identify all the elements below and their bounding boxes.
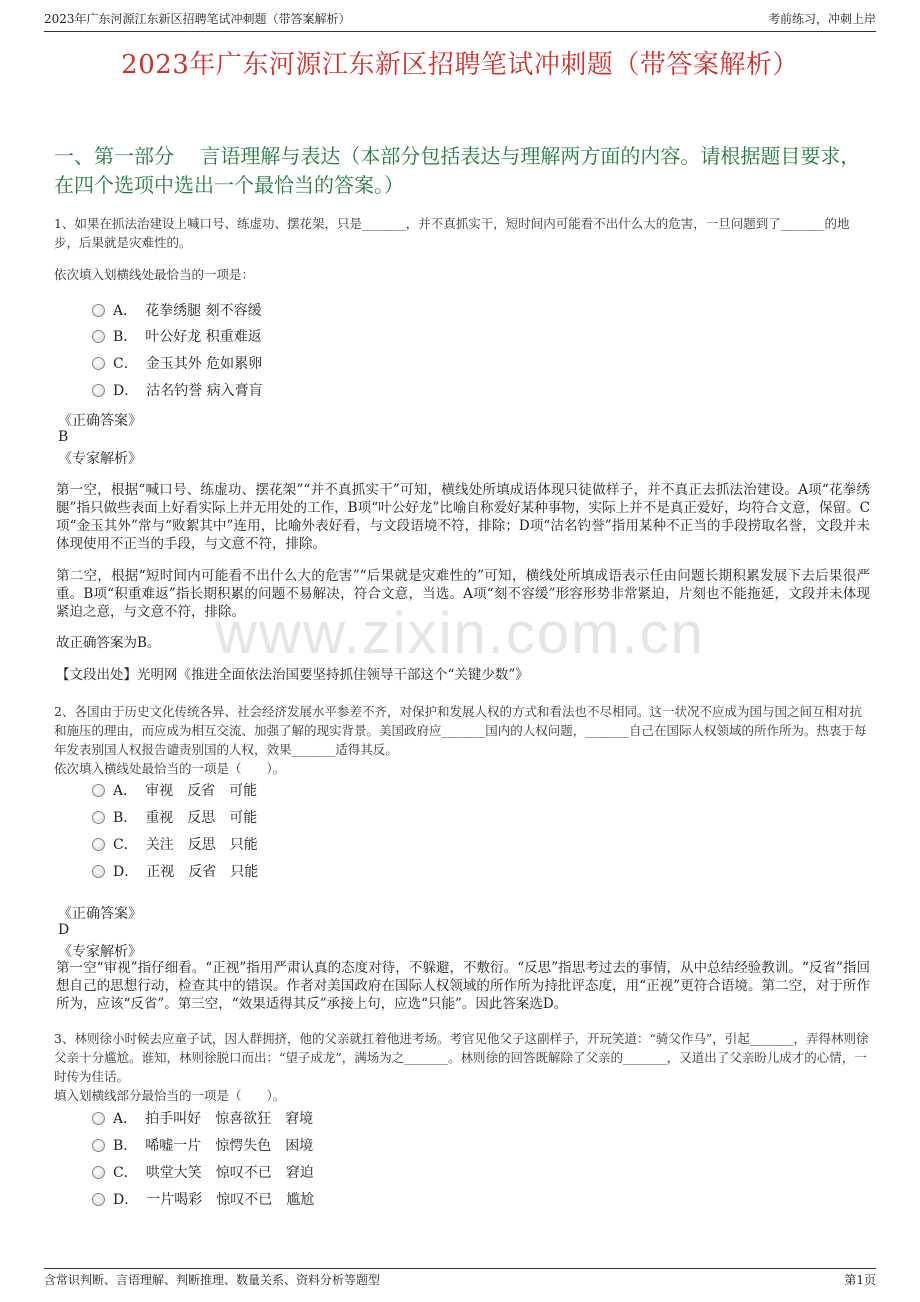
radio-icon[interactable]	[92, 384, 105, 397]
question-3-prompt: 填入划横线部分最恰当的一项是（ ）。	[54, 1088, 286, 1103]
source-citation: 【文段出处】光明网《推进全面依法治国要坚持抓住领导干部这个“关键少数”》	[56, 667, 529, 683]
question-3-option-c[interactable]	[92, 1161, 314, 1183]
analysis-label: 《专家解析》	[58, 451, 142, 467]
radio-icon[interactable]	[92, 330, 105, 343]
radio-icon[interactable]	[92, 1193, 105, 1206]
question-1-option-d[interactable]	[92, 379, 263, 401]
question-1-option-c[interactable]	[92, 352, 262, 374]
answer-value: D	[58, 922, 70, 938]
radio-icon[interactable]	[92, 865, 105, 878]
option-text: 哄堂大笑 惊叹不已 窘迫	[145, 1165, 314, 1181]
option-letter: C．	[113, 356, 138, 372]
option-letter: C．	[113, 1165, 138, 1181]
question-1-option-a[interactable]	[92, 299, 262, 321]
option-letter: A．	[113, 783, 138, 799]
page-number: 第1页	[844, 1273, 876, 1287]
option-letter: D．	[113, 383, 139, 399]
radio-icon[interactable]	[92, 811, 105, 824]
question-3-option-a[interactable]	[92, 1107, 313, 1129]
question-3-option-d[interactable]	[92, 1188, 314, 1210]
option-text: 沽名钓誉 病入膏肓	[146, 383, 263, 399]
option-text: 审视 反省 可能	[145, 783, 258, 799]
footer-description: 含常识判断、言语理解、判断推理、数量关系、资料分析等题型	[44, 1273, 381, 1287]
analysis-label: 《专家解析》	[58, 944, 142, 960]
radio-icon[interactable]	[92, 838, 105, 851]
running-header	[44, 10, 876, 32]
option-text: 叶公好龙 积重难返	[145, 329, 262, 345]
radio-icon[interactable]	[92, 1112, 105, 1125]
option-letter: A．	[113, 1111, 138, 1127]
radio-icon[interactable]	[92, 1166, 105, 1179]
analysis-conclusion: 故正确答案为B。	[56, 635, 161, 651]
question-1-option-b[interactable]	[92, 325, 262, 347]
question-1-stem: 1、如果在抓法治建设上喊口号、练虚功、摆花架，只是_______，并不真抓实干，短时间内可能看不出什么大的危害，一旦问题到了_______的地步，后果就是灾难性的。	[54, 216, 850, 250]
option-letter: B．	[113, 1138, 138, 1154]
option-letter: B．	[113, 810, 138, 826]
option-text: 唏嘘一片 惊愕失色 困境	[145, 1138, 314, 1154]
option-text: 金玉其外 危如累卵	[145, 356, 263, 372]
analysis-paragraph: 第一空“审视”指仔细看。“正视”指用严肃认真的态度对待，不躲避，不敷衍。“反思”指思考过去的事情，从中总结经验教训。“反省”指回想自己的思想行动，检查其中的错误。作者对美国政府在国际人权领域的所作所为持批评态度，用“正视”更符合语境。第二空，对于所作所为，应该“反省”。第三空，“效果适得其反”承接上句，应选“只能”。因此答案选D。	[56, 960, 870, 1012]
question-3-stem: 3、林则徐小时候去应童子试，因人群拥挤，他的父亲就扛着他进考场。考官见他父子这副样子，开玩笑道：“骑父作马”，引起_______，弄得林则徐父亲十分尴尬。谁知，林则徐脱口而出：“望子成龙”，满场为之_______。林则徐的回答既解除了父亲的_______，又道出了父亲盼儿成才的心情，一时传为佳话。	[54, 1031, 869, 1084]
radio-icon[interactable]	[92, 304, 105, 317]
option-text: 关注 反思 只能	[145, 837, 258, 853]
radio-icon[interactable]	[92, 1139, 105, 1152]
analysis-paragraph: 第一空，根据“喊口号、练虚功、摆花架”“并不真抓实干”可知，横线处所填成语体现只徒做样子，并不真正去抓法治建设。A项“花拳绣腿”指只做些表面上好看实际上并无用处的工作，B项“叶公好龙”比喻自称爱好某种事物，实际上并不是真正爱好，均符合文意，保留。C项“金玉其外”常与“败絮其中”连用，比喻外表好看，与文段语境不符，排除；D项“沽名钓誉”指用某种不正当的手段捞取名誉，文段并未体现使用不正当的手段，与文意不符，排除。	[56, 482, 870, 552]
question-3-option-b[interactable]	[92, 1134, 313, 1156]
watermark: www.zixin.com.cn	[215, 601, 705, 666]
question-1-prompt: 依次填入划横线处最恰当的一项是：	[54, 267, 255, 282]
section-heading: 一、第一部分 言语理解与表达（本部分包括表达与理解两方面的内容。请根据题目要求，在四个选项中选出一个最恰当的答案。）	[54, 144, 861, 197]
question-2-stem: 2、各国由于历史文化传统各异、社会经济发展水平参差不齐，对保护和发展人权的方式和看法也不尽相同。这一状况不应成为国与国之间互相对抗和施压的理由，而应成为相互交流、加强了解的现实背景。美国政府应_______国内的人权问题，_______自己在国际人权领域的所作所为。热衷于每年发表别国人权报告谴责别国的人权，效果_______适得其反。	[54, 704, 867, 757]
option-letter: B．	[113, 329, 138, 345]
radio-icon[interactable]	[92, 784, 105, 797]
answer-value: B	[58, 429, 69, 445]
radio-icon[interactable]	[92, 357, 105, 370]
option-letter: D．	[113, 864, 139, 880]
header-title: 2023年广东河源江东新区招聘笔试冲刺题（带答案解析）	[44, 12, 351, 26]
header-slogan: 考前练习，冲刺上岸	[767, 12, 876, 26]
option-letter: D．	[113, 1192, 139, 1208]
running-footer	[44, 1268, 876, 1288]
option-text: 一片喝彩 惊叹不已 尴尬	[146, 1192, 315, 1208]
answer-label: 《正确答案》	[58, 413, 142, 429]
option-letter: A．	[113, 303, 138, 319]
question-2-option-c[interactable]	[92, 833, 258, 855]
question-2-prompt: 依次填入横线处最恰当的一项是（ ）。	[54, 761, 286, 776]
option-text: 重视 反思 可能	[145, 810, 258, 826]
question-2-option-b[interactable]	[92, 806, 257, 828]
analysis-paragraph: 第二空，根据“短时间内可能看不出什么大的危害”“后果就是灾难性的”可知，横线处所填成语表示任由问题长期积累发展下去后果很严重。B项“积重难返”指长期积累的问题不易解决，符合文意，当选。A项“刻不容缓”形容形势非常紧迫，片刻也不能拖延，文段并未体现紧迫之意，与文意不符，排除。	[56, 568, 870, 620]
document-title: 2023年广东河源江东新区招聘笔试冲刺题（带答案解析）	[121, 50, 799, 80]
option-text: 花拳绣腿 刻不容缓	[145, 303, 262, 319]
answer-label: 《正确答案》	[58, 906, 142, 922]
option-text: 正视 反省 只能	[146, 864, 259, 880]
option-letter: C．	[113, 837, 138, 853]
option-text: 拍手叫好 惊喜欲狂 窘境	[145, 1111, 314, 1127]
question-2-option-a[interactable]	[92, 779, 257, 801]
question-2-option-d[interactable]	[92, 860, 258, 882]
